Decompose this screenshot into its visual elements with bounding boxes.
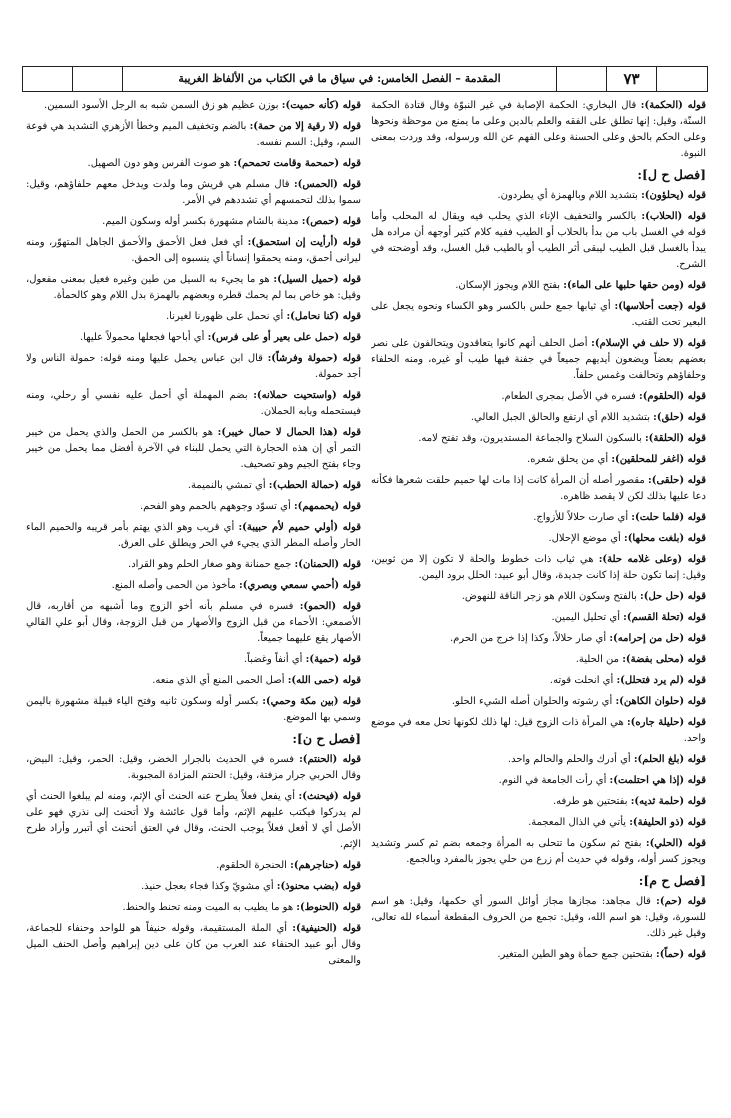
entry-text: بفتح ثم سكون ما تتحلى به المرأة وجمعه بضم ثم كسر وتشديد ويجوز كسر أوله، وقوله في حديث أم زرع من حلي يجوز بالمفرد وبالجمع. xyxy=(371,838,706,865)
glossary-entry xyxy=(26,752,361,784)
entry-text: أي ثيابها جمع حلس بالكسر وهو الكساء ونحوه يجعل على البعير تحت القتب. xyxy=(371,301,706,328)
page-header xyxy=(22,66,708,92)
entry-keyword: قوله (حميل السيل): xyxy=(273,274,361,285)
glossary-entry xyxy=(26,478,361,494)
glossary-entry xyxy=(26,673,361,689)
glossary-entry xyxy=(26,900,361,916)
glossary-entry xyxy=(26,272,361,304)
entry-keyword: قوله (لا حلف في الإسلام): xyxy=(591,338,706,349)
entry-keyword: قوله (جعت أحلاسها): xyxy=(614,301,706,312)
entry-keyword: قوله (حمص): xyxy=(301,216,361,227)
entry-text: أي تمشي بالنميمة. xyxy=(187,480,269,491)
entry-keyword: قوله (حلقى): xyxy=(648,475,706,486)
glossary-entry xyxy=(371,715,706,747)
glossary-entry xyxy=(26,177,361,209)
entry-text: هو ما يجيء به السيل من طين وغيره فعيل بمعنى مفعول، وقيل: هو خاص بما لم يحمك قطره وبعضهم بالهمزة بدل اللام وهو كالحمأة. xyxy=(26,274,361,301)
glossary-entry xyxy=(371,510,706,526)
glossary-entry xyxy=(26,388,361,420)
section-heading: [فصل ح ن]: xyxy=(292,731,361,746)
entry-text: فسره في مسلم بأنه أخو الزوج وما أشبهه من أقاربه، قال الأصمعي: الأحماء من قبل الزوج والأصهار من قبل الزوجة، وقال أبو علي القالي الأصهار يقع عليهما جميعاً. xyxy=(26,601,361,644)
glossary-entry xyxy=(26,879,361,895)
entry-keyword: قوله (ذو الحليفة): xyxy=(629,817,706,828)
entry-text: بفتحتين هو طرفه. xyxy=(552,796,631,807)
glossary-entry xyxy=(26,499,361,515)
entry-text: بالضم وتخفيف الميم وخطأ الأزهري التشديد هي فوعة السم، وقيل: السم نفسه. xyxy=(26,121,361,148)
entry-keyword: قوله (الحلقوم): xyxy=(639,391,706,402)
entry-text: جمع حمنانة وهو صغار الحلم وهو القراد. xyxy=(128,559,295,570)
glossary-entry xyxy=(371,452,706,468)
entry-keyword: قوله (حمية): xyxy=(305,654,361,665)
entry-text: بالسكون السلاح والجماعة المستديرون، وقد تفتح لامه. xyxy=(418,433,645,444)
entry-keyword: قوله (الحنوط): xyxy=(296,902,361,913)
glossary-entry xyxy=(371,98,706,162)
glossary-entry xyxy=(26,351,361,383)
entry-text: بكسر أوله وسكون ثانيه وفتح الياء قبيلة مشهورة باليمن وسمي بها الموضع. xyxy=(26,696,361,723)
entry-keyword: قوله (بلغ الحلم): xyxy=(633,754,706,765)
entry-text: أصل الحمى المنع أي الذي منعه. xyxy=(152,675,288,686)
entry-text: فسره في الحديث بالجرار الخضر، وقيل: الحمر، وقيل: البيض، وقال الحربي جرار مزفتة، وقيل: الحنتم المزادة المجبوبة. xyxy=(26,754,361,781)
entry-text: بفتحتين جمع حمأة وهو الطين المتغير. xyxy=(497,949,656,960)
entry-keyword: قوله (حمالة الحطب): xyxy=(268,480,361,491)
entry-text: أصل الحلف أنهم كانوا يتعاقدون ويتحالفون على نصر بعضهم بعضاً ويضعون أيديهم جميعاً في جفنة فيها طيب أو غيره، ومنه الحلفاء وحلفاؤهم وتحالفت وغمس حلفاً. xyxy=(371,338,706,381)
entry-text: أي مشويّ وكذا فجاء بعجل حنيذ. xyxy=(140,881,277,892)
entry-keyword: قوله (حل من إحرامه): xyxy=(609,633,706,644)
glossary-entry xyxy=(371,752,706,768)
glossary-entry xyxy=(26,858,361,874)
entry-text: أي رشوته والحلوان أصله الشيء الحلو. xyxy=(451,696,616,707)
entry-text: أي أدرك والحلم والحالم واحد. xyxy=(507,754,634,765)
entry-keyword: قوله (حلوان الكاهن): xyxy=(615,696,706,707)
header-empty-cell xyxy=(73,67,123,91)
glossary-entry xyxy=(26,156,361,172)
entry-text: الحنجرة الحلقوم. xyxy=(216,860,291,871)
glossary-entry xyxy=(371,531,706,547)
entry-text: هي ثياب ذات خطوط والحلة لا تكون إلا من ثوبين، وقيل: إنما تكون حلة إذا كانت جديدة، وقال أبو عبيد: الحلل برود اليمن. xyxy=(371,554,706,581)
entry-text: يأتي في الذال المعجمة. xyxy=(528,817,630,828)
glossary-entry xyxy=(371,336,706,384)
glossary-entry xyxy=(371,947,706,963)
entry-keyword: قوله (بين مكة وحمي): xyxy=(262,696,361,707)
glossary-entry xyxy=(371,431,706,447)
entry-keyword: قوله (حلق): xyxy=(653,412,706,423)
entry-keyword: قوله (أحمي سمعي وبصري): xyxy=(239,580,361,591)
left-column xyxy=(26,98,361,1110)
entry-keyword: قوله (حناجرهم): xyxy=(290,860,361,871)
entry-keyword: قوله (فلما حلت): xyxy=(631,512,706,523)
glossary-entry xyxy=(371,773,706,789)
entry-keyword: قوله (بلغت محلها): xyxy=(624,533,706,544)
entry-keyword: قوله (تحلة القسم): xyxy=(623,612,706,623)
glossary-entry xyxy=(26,425,361,473)
entry-keyword: قوله (حمحمة وقامت تحمحم): xyxy=(233,158,361,169)
glossary-entry xyxy=(371,694,706,710)
glossary-entry xyxy=(26,309,361,325)
header-empty-cell xyxy=(657,67,707,91)
entry-keyword: قوله (الحلي): xyxy=(645,838,706,849)
page-number: ٧٣ xyxy=(607,67,657,91)
glossary-entry xyxy=(371,188,706,204)
entry-text: بوزن عظيم هو زق السمن شبه به الرجل الأسود السمين. xyxy=(44,100,282,111)
entry-keyword: قوله (حم): xyxy=(656,896,706,907)
entry-text: قال مسلم هي قريش وما ولدت ويدخل معهم حلفاؤهم، وقيل: سموا بذلك لتحمسهم أي تشددهم في الأمر. xyxy=(26,179,361,206)
entry-text: بتشديد اللام وبالهمزة أي يطردون. xyxy=(497,190,642,201)
glossary-entry xyxy=(26,557,361,573)
entry-keyword: قوله (الحمس): xyxy=(293,179,361,190)
entry-keyword: قوله (الحلاب): xyxy=(641,211,706,222)
glossary-entry xyxy=(371,389,706,405)
entry-text: هو بالكسر من الحمل والذي يحمل من خيبر التمر أي إن هذه الحجارة التي يحمل للبناء في الآخرة أفضل مما يحمل من خيبر وجاء بفتح الجيم وهو تصحيف. xyxy=(26,427,361,470)
glossary-entry xyxy=(371,610,706,626)
glossary-entry xyxy=(371,410,706,426)
entry-keyword: قوله (حمى الله): xyxy=(287,675,361,686)
entry-text: قال البخاري: الحكمة الإصابة في غير النبوّة وقال قتادة الحكمة السنّة، وقيل: إنها تطلق على الفقه والعلم بالدين وعلى ما يمنع من موحظة ونحوها وعلى الحكم بالحق وعلى الحسنة وعلى الفهم عن الله ورسوله، وقد وردت بمعنى النبوة. xyxy=(371,100,706,159)
glossary-entry xyxy=(26,578,361,594)
entry-keyword: قوله (واستحيت حملانه): xyxy=(253,390,361,401)
entry-text: فسره في الأصل بمجرى الطعام. xyxy=(501,391,639,402)
glossary-entry xyxy=(26,98,361,114)
entry-keyword: قوله (حل حل): xyxy=(640,591,706,602)
entry-text: قال مجاهد: مجازها مجاز أوائل السور أي حكمها، وقيل: هو اسم للسورة، وقيل: هو اسم الله، وقيل: تجمع من الحروف المقطعة أسماء لله تعالى، وقيل غير ذلك. xyxy=(371,896,706,939)
entry-text: أي الملة المستقيمة، وقوله حنيفاً هو للواحد وحنفاء للجماعة، وقال أبو عبيد الحنفاء عند العرب من كان على دين إبراهيم وأصل الحنف الميل والمعنى xyxy=(26,923,361,966)
entry-text: أي صار حلالاً، وكذا إذا خرج من الحرم. xyxy=(449,633,610,644)
entry-text: أي قريب وهو الذي يهتم بأمر قريبه والحميم الماء الحار وأصله المطر الذي يجيء في الحر ويطلق على العرق. xyxy=(26,522,361,549)
entry-text: أي صارت حلالاً للأزواج. xyxy=(533,512,632,523)
entry-text: أي أباحها فجعلها محمولاً عليها. xyxy=(80,332,208,343)
entry-keyword: قوله (الحمو): xyxy=(299,601,361,612)
glossary-entry xyxy=(371,473,706,505)
entry-text: قال ابن عباس يحمل عليها ومنه قوله: حمولة الناس ولا أجد حمولة. xyxy=(26,353,361,380)
glossary-entry xyxy=(371,589,706,605)
entry-text: من الحلية. xyxy=(575,654,623,665)
entry-keyword: قوله (يحلؤون): xyxy=(641,190,706,201)
entry-text: أي فعل فعل الأحمق والأحمق الجاهل المتهوّر، ومنه ليرانى أحمق، ومنه يحمقوا إنساناً أي ينسبوه إلى الحمق. xyxy=(26,237,361,264)
entry-text: أي تسوّد وجوههم بالحمم وهو الفحم. xyxy=(140,501,294,512)
entry-keyword: قوله (حليلة جاره): xyxy=(626,717,706,728)
entry-text: هو صوت الفرس وهو دون الصهيل. xyxy=(87,158,234,169)
glossary-entry xyxy=(26,235,361,267)
entry-text: أي موضع الإحلال. xyxy=(548,533,624,544)
entry-keyword: قوله (بضب محنوذ): xyxy=(276,881,361,892)
entry-text: بضم المهملة أي أحمل عليه نفسي أو رحلي، ومنه فيستحمله وبابه الحملان. xyxy=(26,390,361,417)
glossary-entry xyxy=(371,894,706,942)
glossary-entry xyxy=(371,815,706,831)
entry-keyword: قوله (الحكمة): xyxy=(640,100,706,111)
entry-text: بتشديد اللام أي ارتفع والحالق الجبل العالي. xyxy=(470,412,654,423)
glossary-entry xyxy=(26,789,361,853)
entry-keyword: قوله (أرأيت إن استحمق): xyxy=(247,237,361,248)
entry-keyword: قوله (محلى بفضة): xyxy=(622,654,706,665)
entry-text: أي أنفاً وغضباً. xyxy=(243,654,306,665)
entry-keyword: قوله (فيحنث): xyxy=(298,791,361,802)
glossary-entry xyxy=(371,836,706,868)
entry-keyword: قوله (يحممهم): xyxy=(293,501,361,512)
entry-keyword: قوله (أولي حميم لأم حبيبة): xyxy=(238,522,361,533)
entry-text: أي من يحلق شعره. xyxy=(527,454,612,465)
entry-keyword: قوله (حلمة ثديه): xyxy=(630,796,706,807)
entry-keyword: قوله (الحمنان): xyxy=(294,559,361,570)
entry-keyword: قوله (اغفر للمحلقين): xyxy=(611,454,706,465)
glossary-entry xyxy=(371,631,706,647)
glossary-entry xyxy=(26,330,361,346)
section-heading: [فصل ح ل]: xyxy=(637,167,706,182)
entry-keyword: قوله (لا رقية إلا من حمة): xyxy=(249,121,361,132)
entry-keyword: قوله (وعلى غلامه حلة): xyxy=(598,554,706,565)
right-column xyxy=(371,98,706,1110)
entry-text: أي تحليل اليمين. xyxy=(551,612,624,623)
glossary-entry xyxy=(26,214,361,230)
entry-keyword: قوله (الحنيفية): xyxy=(292,923,361,934)
glossary-entry xyxy=(371,652,706,668)
entry-text: أي رأت الجامعة في النوم. xyxy=(498,775,610,786)
entry-text: أي نحمل على ظهورنا لغيرنا. xyxy=(165,311,287,322)
glossary-entry xyxy=(371,299,706,331)
glossary-entry xyxy=(26,119,361,151)
entry-keyword: قوله (كأنه حميت): xyxy=(281,100,361,111)
glossary-entry xyxy=(371,552,706,584)
entry-keyword: قوله (إذا هي احتلمت): xyxy=(609,775,706,786)
glossary-entry xyxy=(26,921,361,969)
entry-keyword: قوله (الحلقة): xyxy=(644,433,706,444)
entry-keyword: قوله (لم يرد فتحلل): xyxy=(616,675,706,686)
entry-text: مدينة بالشام مشهورة بكسر أوله وسكون الميم. xyxy=(102,216,302,227)
entry-text: بالكسر والتخفيف الإناء الذي يحلب فيه ويقال له المحلب وأما قوله في الغسل باب من بدأ بالحلاب أو الطيب ففيه كلام كثير أوجهه أن مراده هل يبدأ بالغسل قبل الطيب ليبقى أثر الطيب أو بالطيب قبل الغسل، وقد أوضحته في الشرح. xyxy=(371,211,706,270)
entry-keyword: قوله (ومن حقها حلبها على الماء): xyxy=(563,280,706,291)
entry-keyword: قوله (هذا الحمال لا حمال خيبر): xyxy=(217,427,361,438)
glossary-entry xyxy=(371,278,706,294)
glossary-entry xyxy=(26,599,361,647)
entry-text: بالفتح وسكون اللام هو زجر الناقة للنهوض. xyxy=(461,591,641,602)
header-title: المقدمة – الفصل الخامس: في سياق ما في الكتاب من الألفاظ الغريبة xyxy=(123,67,557,91)
entry-text: بفتح اللام ويجوز الإسكان. xyxy=(455,280,564,291)
entry-keyword: قوله (حماً): xyxy=(656,949,706,960)
entry-keyword: قوله (الحنتم): xyxy=(299,754,361,765)
header-empty-cell xyxy=(557,67,607,91)
entry-keyword: قوله (كنا نحامل): xyxy=(286,311,361,322)
glossary-entry xyxy=(26,652,361,668)
text-columns xyxy=(26,98,706,1110)
entry-text: أي يفعل فعلاً يطرح عنه الحنث أي الإثم، ومنه لم يبلغوا الحنث أي لم يدركوا فيكتب عليهم الإثم، وأما قول عائشة ولا أتحنث إلى نذري فهو على الأصل أي لا أفعل فعلاً يوجب الحنث، وقال في العتق أتحنث أي أتبرر وأراد طرح الإثم. xyxy=(26,791,361,850)
header-empty-cell xyxy=(23,67,73,91)
entry-text: مقصور أصله أن المرأة كانت إذا مات لها حميم حلقت شعرها فكأنه دعا عليها بذلك لكن لا يقصد ظاهره. xyxy=(371,475,706,502)
entry-text: هي المرأة ذات الزوج قيل: لها ذلك لكونها تحل معه في موضع واحد. xyxy=(371,717,706,744)
entry-text: أي انحلت قوته. xyxy=(549,675,617,686)
glossary-entry xyxy=(26,694,361,726)
glossary-entry xyxy=(26,520,361,552)
glossary-entry xyxy=(371,209,706,273)
entry-text: مأخوذ من الحمى وأصله المنع. xyxy=(111,580,240,591)
glossary-entry xyxy=(371,673,706,689)
section-heading: [فصل ح م]: xyxy=(638,873,706,888)
glossary-entry xyxy=(371,794,706,810)
entry-text: هو ما يطيب به الميت ومنه تحنط والحنط. xyxy=(122,902,297,913)
entry-keyword: قوله (حمل على بعير أو على فرس): xyxy=(207,332,361,343)
entry-keyword: قوله (حمولة وفرشاً): xyxy=(267,353,361,364)
